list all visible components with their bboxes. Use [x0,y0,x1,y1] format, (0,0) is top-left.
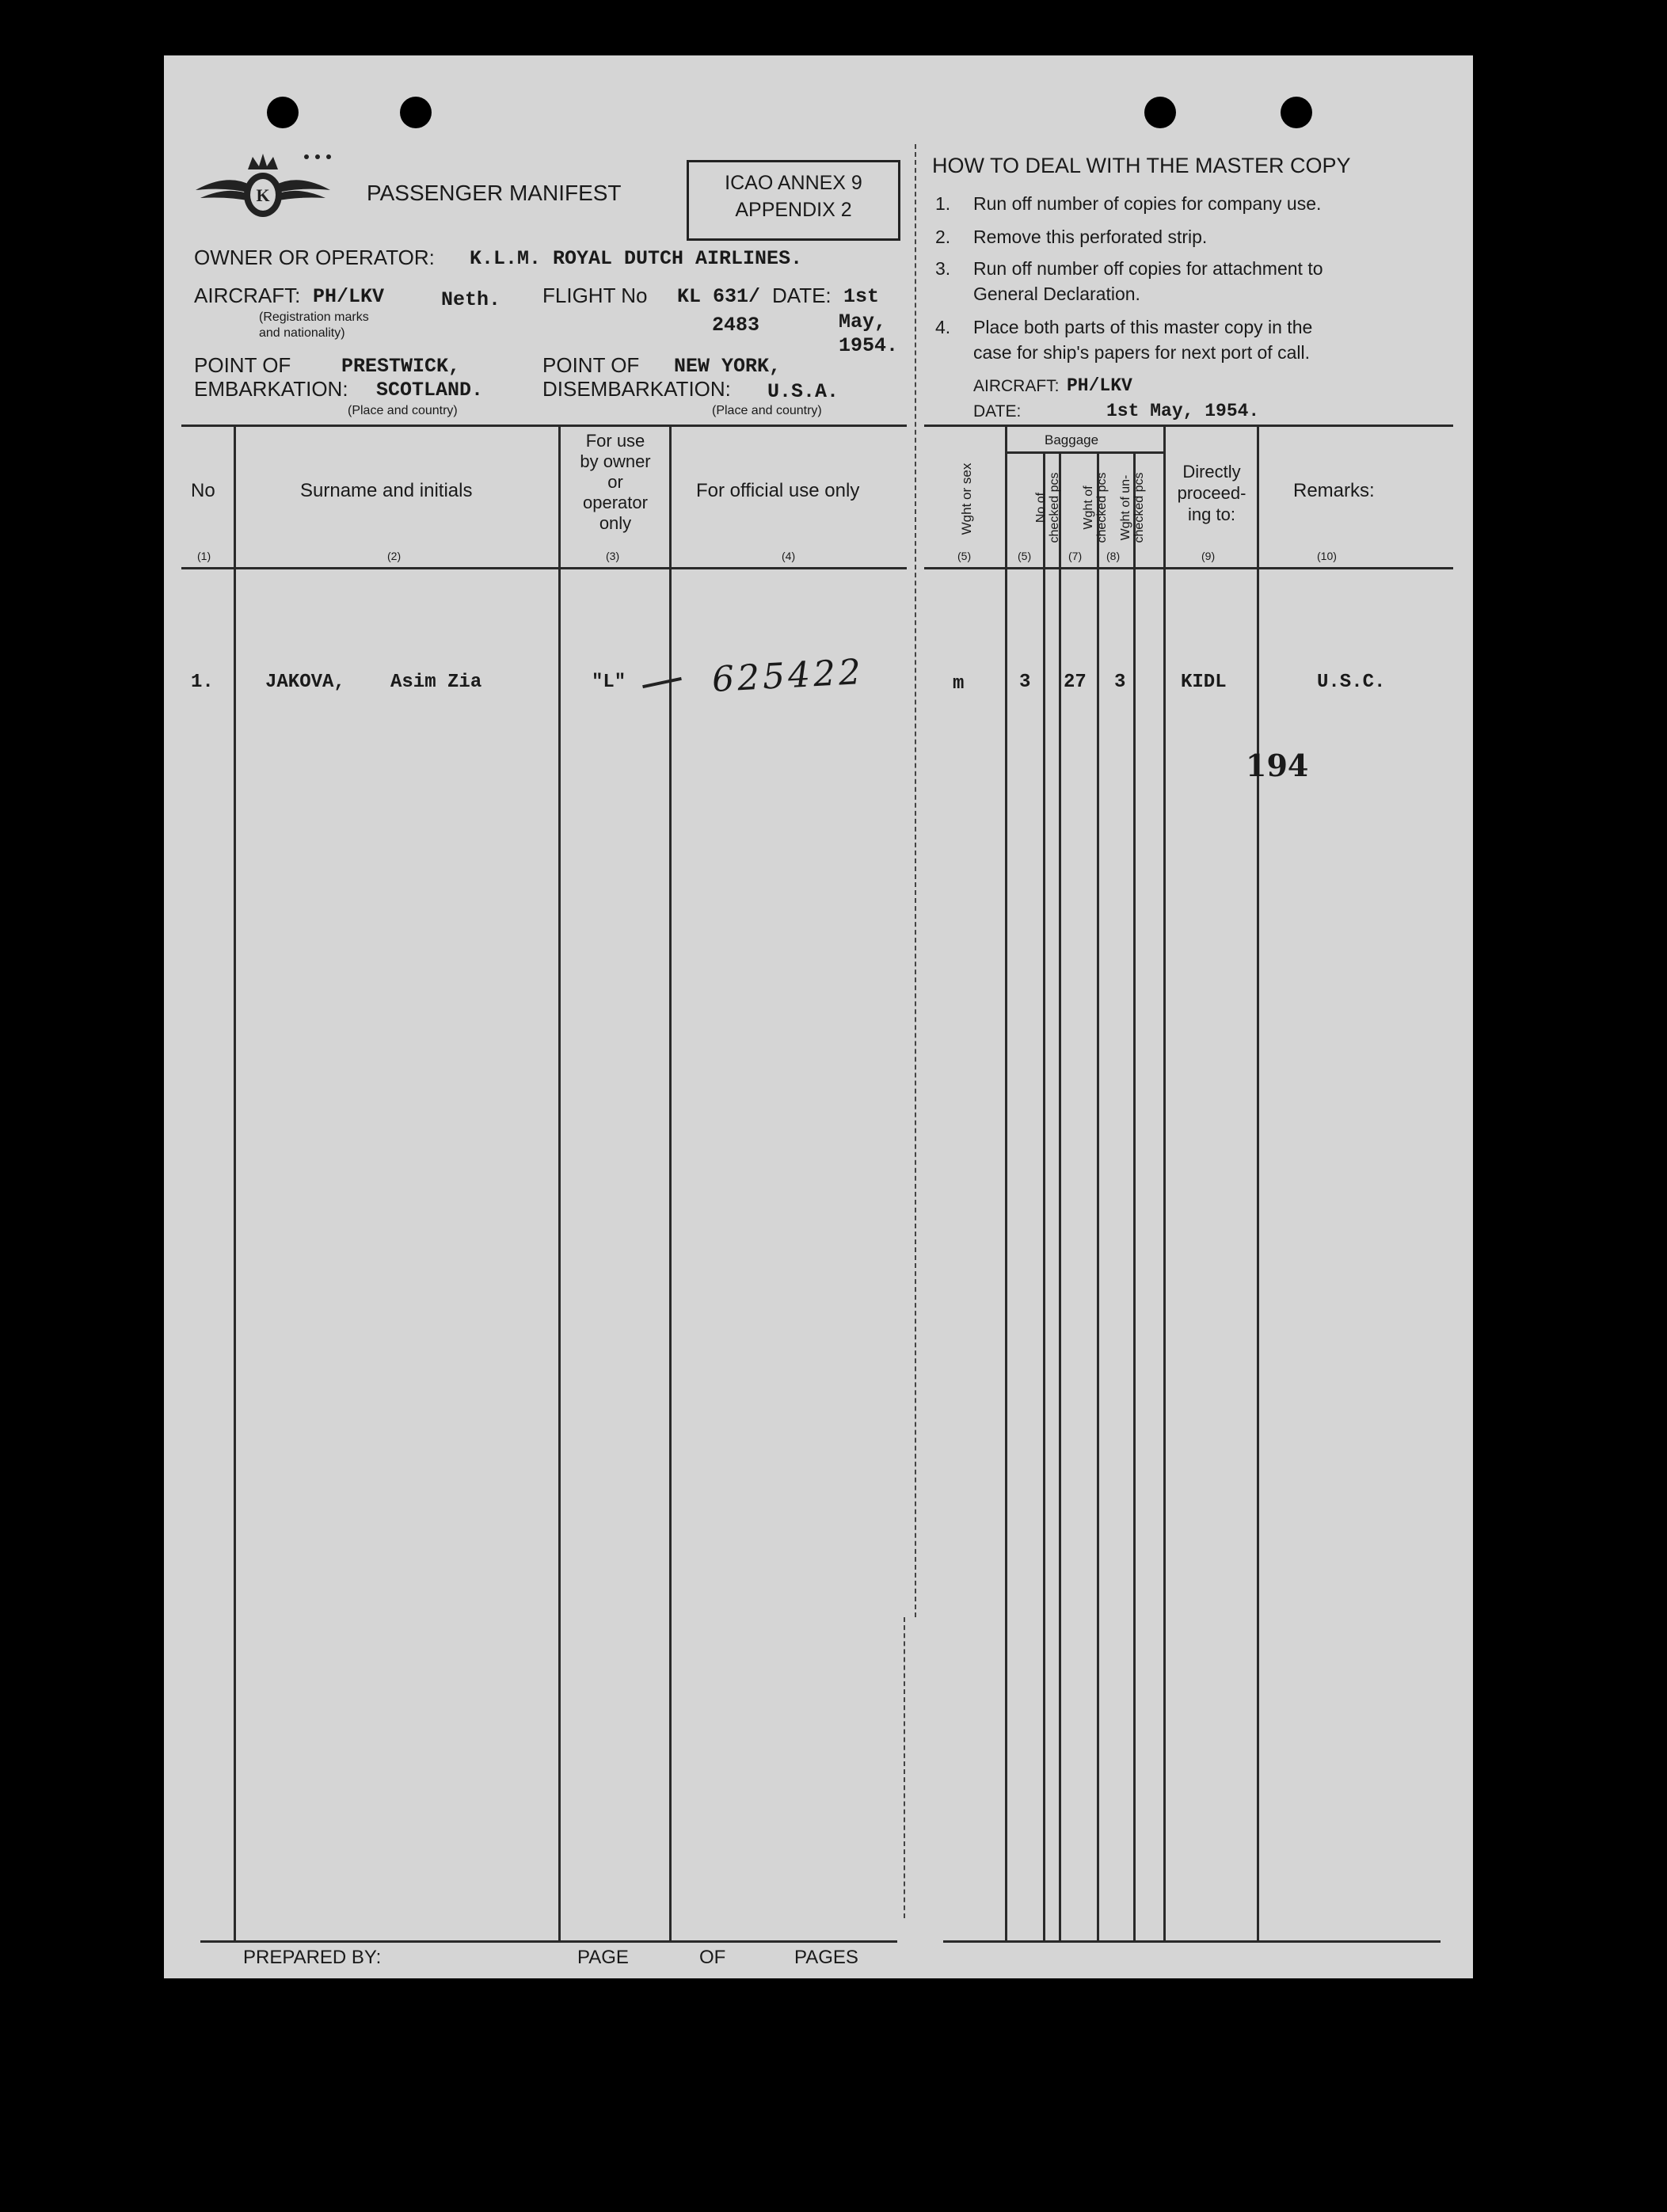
header-weight-sex: Wght or sex [959,463,974,535]
perforation-line [904,1617,905,1918]
row-checked-weight: 27 [1064,672,1087,693]
column-line [1059,451,1061,1940]
aircraft-value: PH/LKV [313,285,385,308]
header-checked-weight-line: checked pcs [1095,472,1109,543]
instructions-heading: HOW TO DEAL WITH THE MASTER COPY [932,154,1351,177]
instruction-num: 3. [935,258,951,279]
disembarkation-label-2: DISEMBARKATION: [542,377,731,401]
instruction-num: 4. [935,317,951,337]
svg-text:K: K [256,185,270,205]
header-checked-pcs-line: checked pcs [1048,472,1061,543]
instruction-text-cont: General Declaration. [973,284,1140,304]
header-owner-use-line: or [607,472,623,492]
header-no: No [191,480,215,501]
column-line [234,425,236,1940]
column-line [1163,425,1166,1940]
column-number: (9) [1201,550,1216,562]
owner-value: K.L.M. ROYAL DUTCH AIRLINES. [470,247,803,270]
icao-line2: APPENDIX 2 [735,199,852,221]
table-top-rule [924,425,1453,427]
date-line3: 1954. [839,334,899,357]
row-checked-pcs: 3 [1019,672,1031,693]
column-number: (3) [606,550,620,562]
right-aircraft-value: PH/LKV [1067,375,1132,396]
registration-note-2: and nationality) [259,326,345,340]
disembarkation-label-1: POINT OF [542,353,640,377]
instruction-text: Run off number off copies for attachment to [973,258,1323,279]
column-line [1097,451,1099,1940]
column-line [1043,451,1045,1940]
header-bottom-rule [924,567,1453,569]
instruction-text: Remove this perforated strip. [973,227,1208,247]
row-no: 1. [191,672,214,693]
header-surname: Surname and initials [300,480,473,501]
icao-line1: ICAO ANNEX 9 [725,172,862,194]
klm-crown-logo [188,149,338,220]
aircraft-nationality: Neth. [441,288,501,311]
header-checked-weight-line: Wght of [1082,485,1095,530]
header-checked-pcs [1034,452,1061,563]
embarkation-label-2: EMBARKATION: [194,377,348,401]
header-proceeding [1167,461,1257,525]
prepared-by-label: PREPARED BY: [243,1947,382,1968]
row-surname: JAKOVA, [265,672,345,693]
punch-hole [267,97,299,128]
header-owner-use-line: by owner [580,451,651,471]
flight-value-2: 2483 [712,314,760,337]
header-proceeding-line: proceed- [1177,483,1246,503]
instruction-num: 2. [935,227,951,247]
row-unchecked-weight: 3 [1114,672,1126,693]
right-date-label: DATE: [973,402,1022,421]
header-unchecked-weight [1119,452,1146,563]
stamp-number: 194 [1246,748,1309,783]
row-weight-sex: m [953,673,965,695]
owner-label: OWNER OR OPERATOR: [194,246,435,269]
embarkation-value-1: PRESTWICK, [341,355,461,378]
of-label: OF [699,1947,726,1968]
column-number: (8) [1106,550,1121,562]
embarkation-value-2: SCOTLAND. [376,379,484,402]
column-line [1133,451,1136,1940]
disembarkation-value-2: U.S.A. [767,380,839,403]
disembarkation-value-1: NEW YORK, [674,355,782,378]
header-remarks: Remarks: [1293,480,1375,501]
pages-label: PAGES [794,1947,858,1968]
footer-rule [943,1940,1441,1943]
column-number: (4) [782,550,796,562]
instruction-num: 1. [935,193,951,214]
row-remarks: U.S.C. [1317,672,1386,693]
header-baggage: Baggage [1045,432,1099,447]
row-official-dash [642,677,682,688]
date-line2: May, [839,310,887,333]
date-line1: 1st [843,285,880,308]
page-label: PAGE [577,1947,629,1968]
column-number: (1) [197,550,211,562]
header-owner-use [561,431,669,534]
header-unchecked-weight-line: checked pcs [1132,472,1146,543]
column-line [1257,425,1259,1940]
flight-label: FLIGHT No [542,284,648,307]
header-official: For official use only [696,480,860,501]
column-number: (7) [1068,550,1083,562]
perforation-line [915,144,916,1617]
registration-note: (Registration marks [259,310,369,324]
footer-rule [200,1940,897,1943]
header-bottom-rule [181,567,907,569]
column-line [669,425,672,1940]
right-aircraft-label: AIRCRAFT: [973,377,1060,395]
column-line [1005,425,1007,1940]
header-checked-pcs-line: No of [1034,492,1048,523]
row-initials: Asim Zia [390,672,482,693]
header-proceeding-line: ing to: [1188,504,1235,524]
header-owner-use-line: For use [585,431,645,451]
instruction-text: Place both parts of this master copy in the [973,317,1313,337]
date-label: DATE: [772,284,832,307]
table-top-rule [181,425,907,427]
header-proceeding-line: Directly [1182,462,1241,482]
flight-value: KL 631/ [677,285,761,308]
column-number: (5) [1018,550,1032,562]
punch-hole [1144,97,1176,128]
disembarkation-place-note: (Place and country) [712,404,822,417]
header-checked-weight [1082,452,1109,563]
right-date-value: 1st May, 1954. [1106,401,1260,421]
row-official-handwritten: 625422 [710,652,866,700]
punch-hole [400,97,432,128]
column-number: (2) [387,550,402,562]
form-title: PASSENGER MANIFEST [367,181,622,205]
column-number: (10) [1317,550,1337,562]
punch-hole [1281,97,1312,128]
embarkation-place-note: (Place and country) [348,404,458,417]
instruction-text: Run off number of copies for company use. [973,193,1322,214]
column-number: (5) [957,550,972,562]
icao-box [687,160,900,241]
embarkation-label-1: POINT OF [194,353,291,377]
row-proceeding: KIDL [1181,672,1227,693]
header-unchecked-weight-line: Wght of un- [1119,474,1132,541]
column-line [558,425,561,1940]
aircraft-label: AIRCRAFT: [194,284,301,307]
manifest-sheet [164,55,1473,1978]
header-owner-use-line: operator [583,493,648,512]
header-owner-use-line: only [599,513,632,533]
instruction-text-cont: case for ship's papers for next port of call. [973,342,1310,363]
row-owner-use: "L" [592,672,626,693]
